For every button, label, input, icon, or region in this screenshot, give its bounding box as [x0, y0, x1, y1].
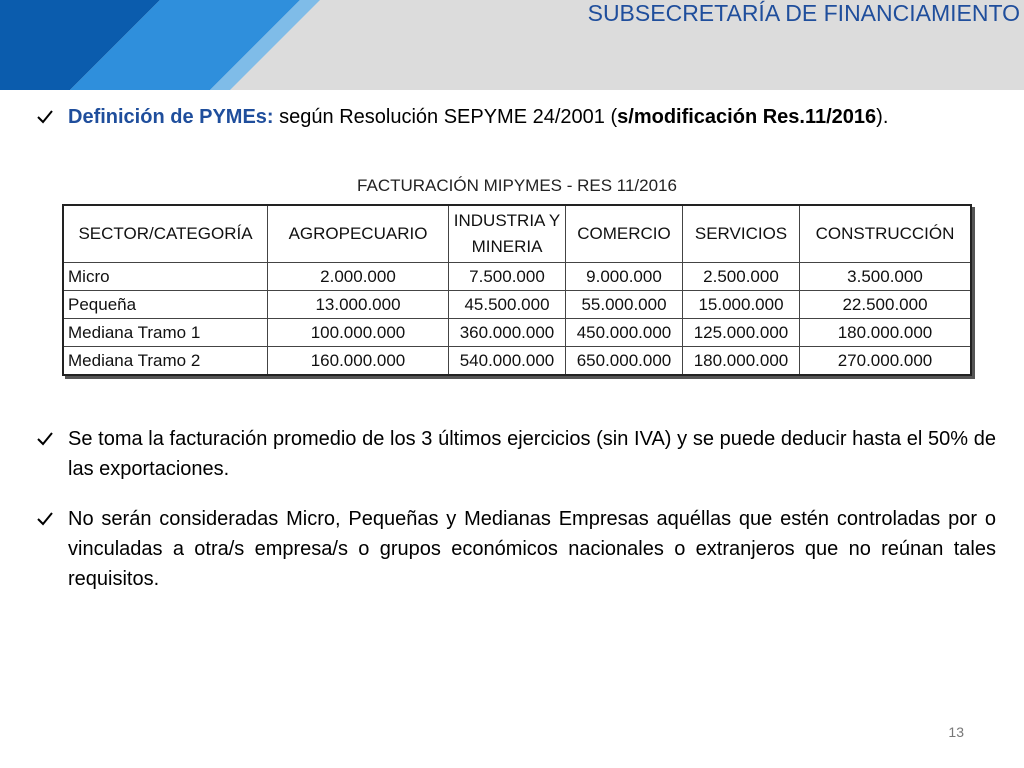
- table-cell: 540.000.000: [449, 347, 566, 376]
- table-header-row: [63, 205, 971, 263]
- column-header: SERVICIOS: [683, 205, 800, 263]
- column-header: CONSTRUCCIÓN: [800, 205, 972, 263]
- table-row: [63, 319, 971, 347]
- column-header: AGROPECUARIO: [268, 205, 449, 263]
- column-header: SECTOR/CATEGORÍA: [63, 205, 268, 263]
- checkmark-icon: [36, 504, 56, 537]
- table-cell: 125.000.000: [683, 319, 800, 347]
- table-cell: Micro: [63, 263, 268, 291]
- header-band: [0, 0, 1024, 90]
- table-cell: 180.000.000: [800, 319, 972, 347]
- table-cell: 45.500.000: [449, 291, 566, 319]
- table-cell: Pequeña: [63, 291, 268, 319]
- definition-text: [68, 102, 996, 132]
- table-cell: 3.500.000: [800, 263, 972, 291]
- table-cell: 270.000.000: [800, 347, 972, 376]
- table-row: [63, 291, 971, 319]
- table-row: [63, 263, 971, 291]
- table-cell: 2.000.000: [268, 263, 449, 291]
- table-cell: 9.000.000: [566, 263, 683, 291]
- table-cell: 100.000.000: [268, 319, 449, 347]
- column-header: INDUSTRIA Y MINERIA: [449, 205, 566, 263]
- checkmark-icon: [36, 102, 56, 135]
- table-cell: 360.000.000: [449, 319, 566, 347]
- definition-label: Definición de PYMEs:: [68, 106, 274, 128]
- definition-body: según Resolución SEPYME 24/2001 (: [273, 106, 618, 128]
- table-cell: 55.000.000: [566, 291, 683, 319]
- table-title: FACTURACIÓN MIPYMES - RES 11/2016: [357, 176, 677, 195]
- table-cell: 7.500.000: [449, 263, 566, 291]
- table-cell: 2.500.000: [683, 263, 800, 291]
- bullet-average-billing: [36, 424, 996, 484]
- checkmark-icon: [36, 424, 56, 457]
- table-cell: 13.000.000: [268, 291, 449, 319]
- table-cell: Mediana Tramo 2: [63, 347, 268, 376]
- table-cell: 160.000.000: [268, 347, 449, 376]
- definition-bold: s/modificación Res.11/2016: [617, 106, 877, 128]
- definition-end: ).: [876, 106, 889, 128]
- exclusions-text: No serán consideradas Micro, Pequeñas y Medianas Empresas aquéllas que estén controladas por o vinculadas a otra/s empresa/s o grupos económicos nacionales o extranjeros que no reúnan tales requisitos.: [68, 508, 996, 590]
- table-cell: 450.000.000: [566, 319, 683, 347]
- table-cell: Mediana Tramo 1: [63, 319, 268, 347]
- page-number: 13: [948, 724, 964, 740]
- table-cell: 180.000.000: [683, 347, 800, 376]
- header-title: SUBSECRETARÍA DE FINANCIAMIENTO: [587, 0, 1020, 26]
- table-cell: 22.500.000: [800, 291, 972, 319]
- bullet-exclusions: [36, 504, 996, 594]
- table-cell: 650.000.000: [566, 347, 683, 376]
- bullet-definition: [36, 102, 996, 132]
- billing-table: [62, 204, 972, 376]
- average-billing-text: Se toma la facturación promedio de los 3 últimos ejercicios (sin IVA) y se puede deducir hasta el 50% de las exportaciones.: [68, 428, 996, 480]
- table-row: [63, 347, 971, 376]
- table-cell: 15.000.000: [683, 291, 800, 319]
- column-header: COMERCIO: [566, 205, 683, 263]
